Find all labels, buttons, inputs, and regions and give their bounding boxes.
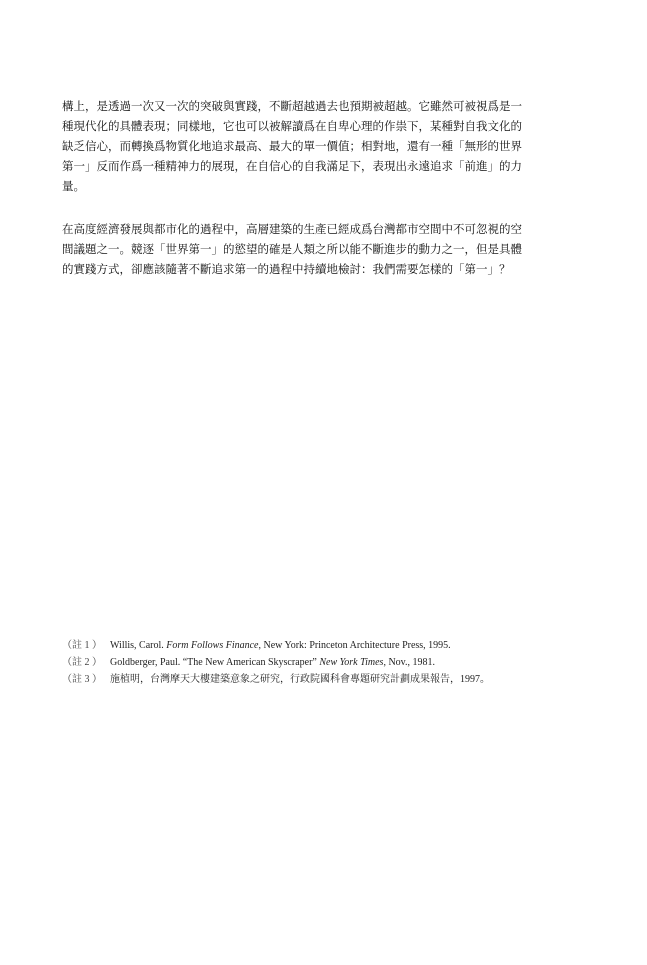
footnote-3 [62, 671, 582, 688]
footnote-text [110, 657, 435, 668]
footnote-text [110, 640, 451, 651]
text-line: 的實踐方式，卻應該隨著不斷追求第一的過程中持續地檢討：我們需要怎樣的「第一」？ [62, 262, 511, 276]
footnote-2 [62, 654, 582, 671]
footnote-text-after: , Nov., 1981. [383, 657, 436, 668]
footnote-text-before: 施植明，台灣摩天大樓建築意象之研究，行政院國科會專題研究計劃成果報告，1997。 [110, 674, 490, 685]
footnote-label: （註 2 ） [62, 657, 102, 668]
text-line: 量。 [62, 179, 85, 193]
footnote-text-before: Goldberger, Paul. “The New American Skyscraper” [110, 657, 320, 668]
footnote-text-before: Willis, Carol. [110, 640, 167, 651]
body-paragraph-2 [62, 219, 550, 279]
body-paragraph-1 [62, 96, 550, 196]
text-line: 種現代化的具體表現；同樣地，它也可以被解讀爲在自卑心理的作祟下，某種對自我文化的 [62, 119, 522, 133]
footnote-text-after: , New York: Princeton Architecture Press, 1995. [258, 640, 451, 651]
footnote-1 [62, 637, 582, 654]
text-line: 在高度經濟發展與都市化的過程中，高層建築的生產已經成爲台灣都市空間中不可忽視的空 [62, 222, 522, 236]
text-line: 構上，是透過一次又一次的突破與實踐，不斷超越過去也預期被超越。它雖然可被視爲是一 [62, 99, 522, 113]
text-line: 缺乏信心，而轉換爲物質化地追求最高、最大的單一價值；相對地，還有一種「無形的世界 [62, 139, 522, 153]
footnote-text [110, 674, 490, 685]
footnote-label: （註 1 ） [62, 640, 102, 651]
footnote-title-italic: Form Follows Finance [166, 640, 259, 651]
footnote-label: （註 3 ） [62, 674, 102, 685]
footnote-title-italic: New York Times [319, 657, 384, 668]
footnotes-section [62, 637, 582, 688]
text-line: 間議題之一。競逐「世界第一」的慾望的確是人類之所以能不斷進步的動力之一，但是具體 [62, 242, 522, 256]
text-line: 第一」反而作爲一種精神力的展現，在自信心的自我滿足下，表現出永遠追求「前進」的力 [62, 159, 522, 173]
